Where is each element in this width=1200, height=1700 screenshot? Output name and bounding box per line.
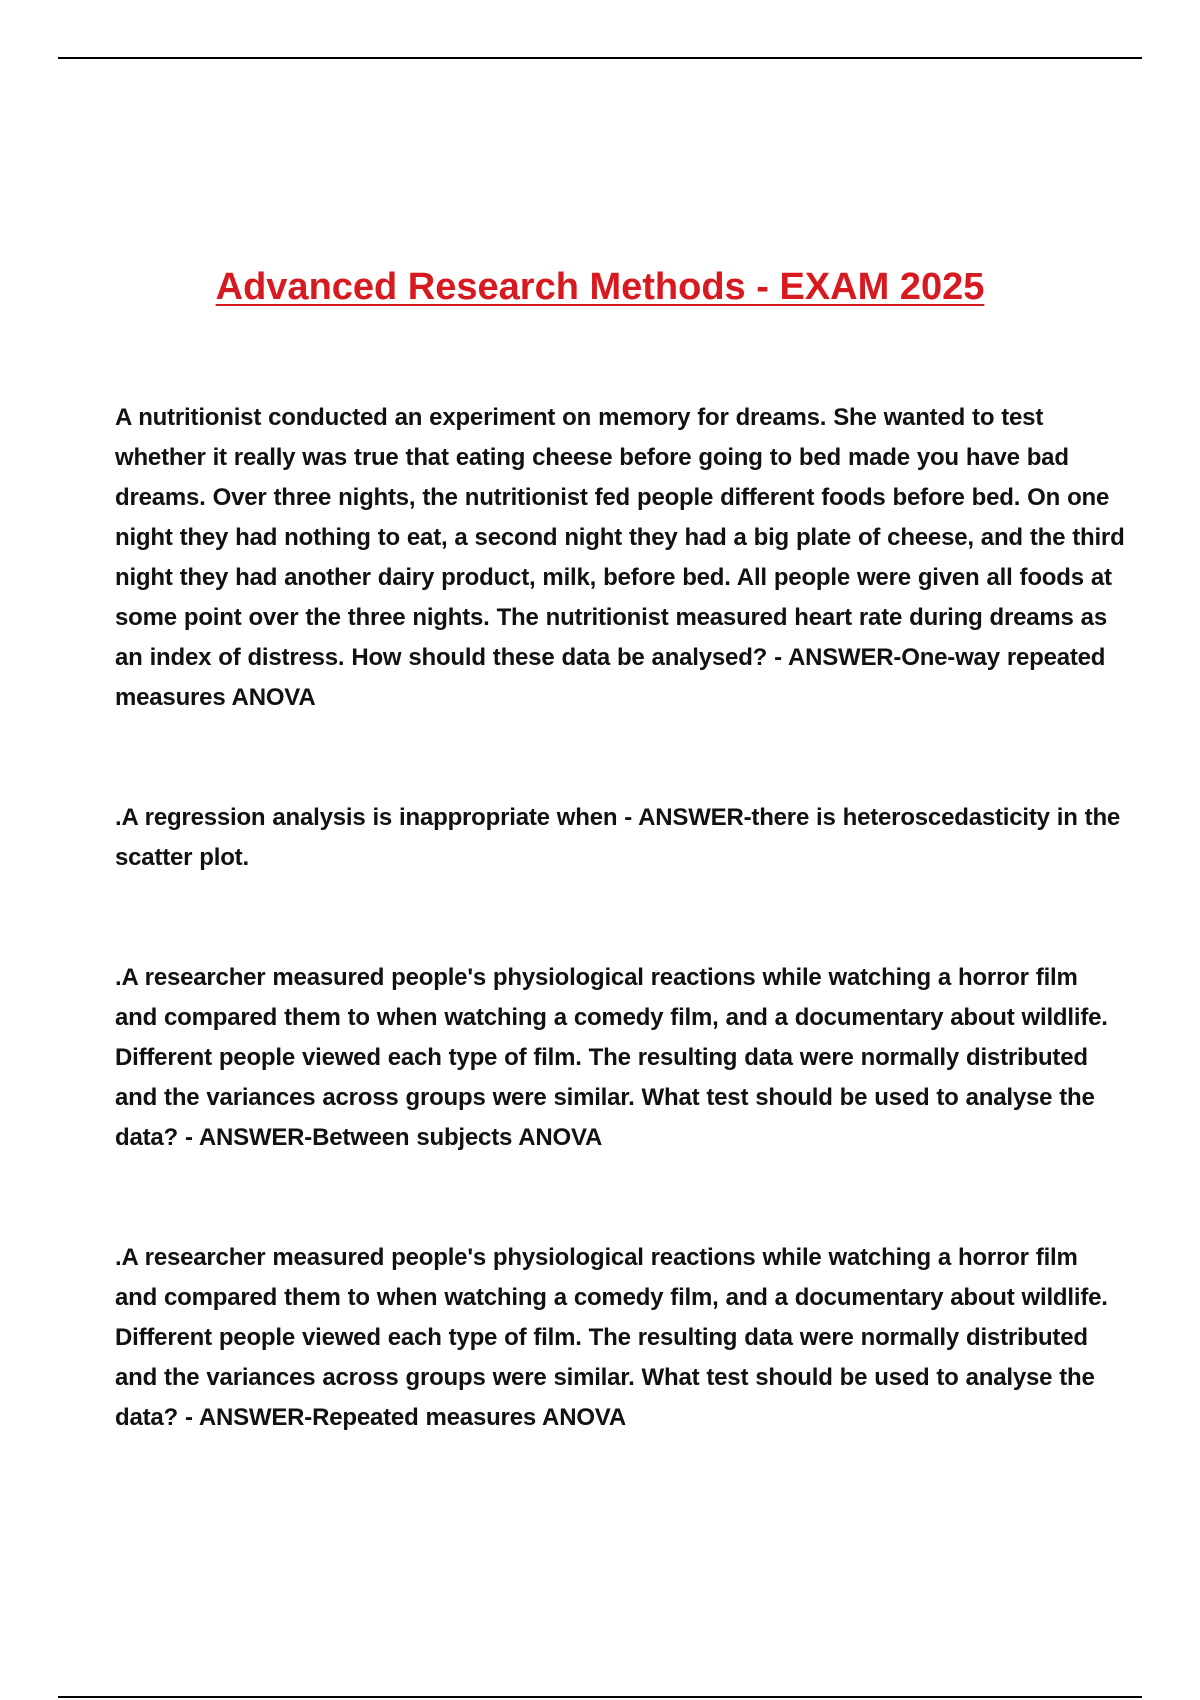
question-list [115,398,1125,1438]
page-title-text: Advanced Research Methods - EXAM 2025 [215,266,985,308]
question-item: .A researcher measured people's physiological reactions while watching a horror film and compared them to when watching a comedy film, and a documentary about wildlife. Different people viewed each type of film. The resulting data were normally distributed and the variances across groups were similar. What test should be used to analyse the data? - ANSWER-Between subjects ANOVA [115,964,1108,1151]
question-item: A nutritionist conducted an experiment on memory for dreams. She wanted to test whether it really was true that eating cheese before going to bed made you have bad dreams. Over three nights, the nutritionist fed people different foods before bed. On one night they had nothing to eat, a second night they had a big plate of cheese, and the third night they had another dairy product, milk, before bed. All people were given all foods at some point over the three nights. The nutritionist measured heart rate during dreams as an index of distress. How should these data be analysed? - ANSWER-One-way repeated measures ANOVA [115,404,1125,711]
header-rule [58,57,1142,59]
footer-rule [58,1696,1142,1698]
page-title [0,260,1200,314]
question-item: .A researcher measured people's physiological reactions while watching a horror film and compared them to when watching a comedy film, and a documentary about wildlife. Different people viewed each type of film. The resulting data were normally distributed and the variances across groups were similar. What test should be used to analyse the data? - ANSWER-Repeated measures ANOVA [115,1244,1108,1431]
question-item: .A regression analysis is inappropriate when - ANSWER-there is heteroscedasticity in the scatter plot. [115,804,1121,871]
